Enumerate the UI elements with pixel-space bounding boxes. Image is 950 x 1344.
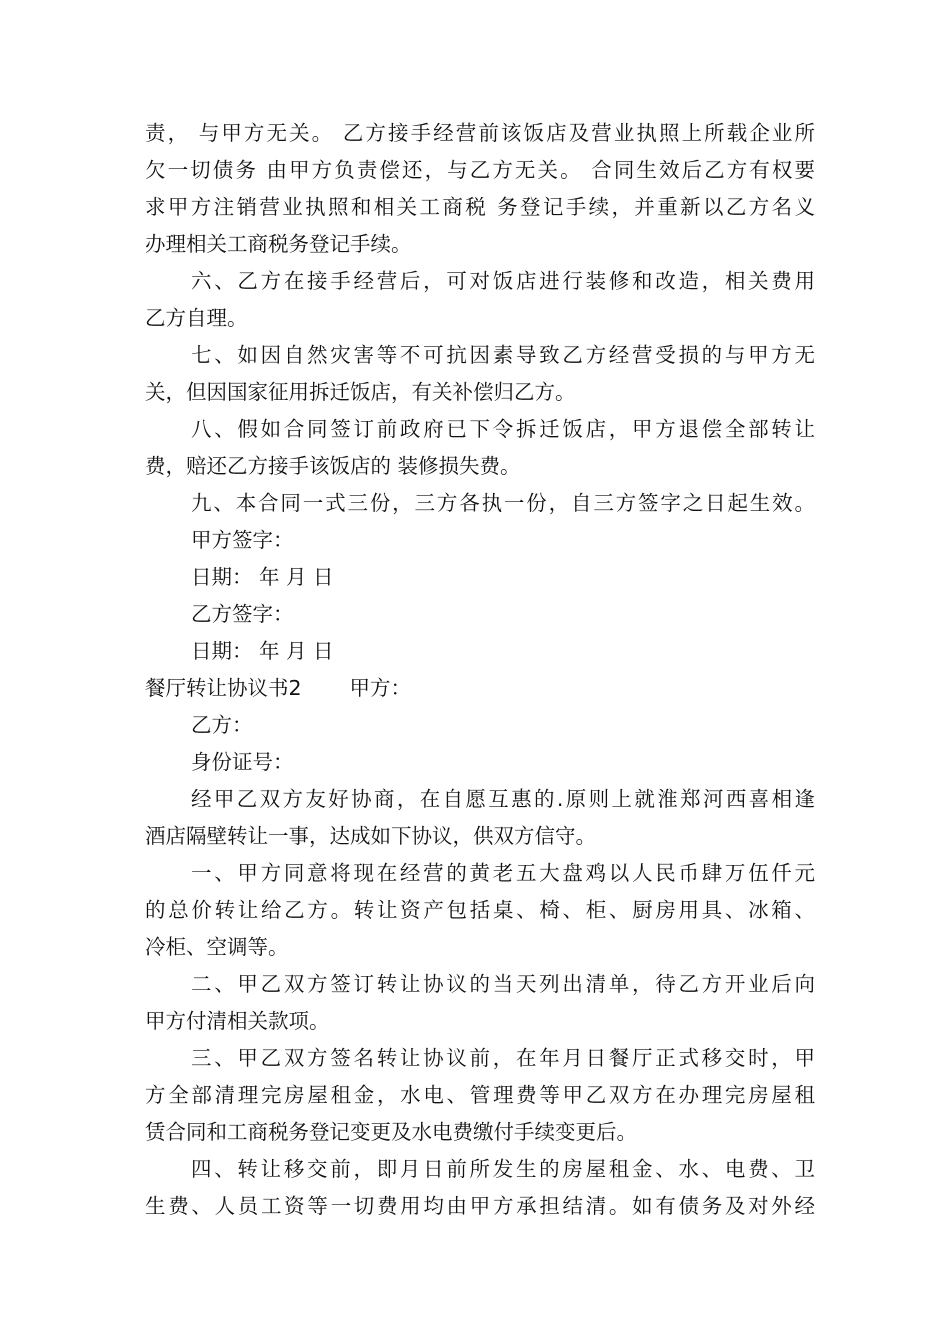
text-line: 八、假如合同签订前政府已下令拆迁饭店，甲方退偿全部转让: [191, 417, 815, 441]
document-body: [145, 115, 815, 1225]
text-line: 三、甲乙双方签名转让协议前，在年月日餐厅正式移交时，甲: [191, 1046, 815, 1070]
text-line: 关，但因国家征用拆迁饭店，有关补偿归乙方。: [145, 380, 576, 404]
text-line: 求甲方注销营业执照和相关工商税 务登记手续，并重新以乙方名义: [145, 195, 815, 219]
text-line: 赁合同和工商税务登记变更及水电费缴付手续变更后。: [145, 1120, 637, 1144]
party-a-label: 甲方：: [349, 676, 412, 700]
text-line: 七、如因自然灾害等不可抗因素导致乙方经营受损的与甲方无: [191, 343, 815, 367]
text-line: 责， 与甲方无关。 乙方接手经营前该饭店及营业执照上所载企业所: [145, 121, 815, 145]
text-line: 四、转让移交前，即月日前所发生的房屋租金、水、电费、卫: [191, 1157, 815, 1181]
text-line: 的总价转让给乙方。转让资产包括桌、椅、柜、厨房用具、冰箱、: [145, 898, 815, 922]
text-line: 甲方付清相关款项。: [145, 1009, 330, 1033]
text-line: 费，赔还乙方接手该饭店的 装修损失费。: [145, 454, 521, 478]
text-line: 日期： 年 月 日: [191, 565, 334, 589]
text-line: 身份证号：: [191, 750, 294, 774]
text-line: 办理相关工商税务登记手续。: [145, 232, 412, 256]
text-line: 乙方：: [191, 713, 253, 737]
text-line: 乙方自理。: [145, 306, 248, 330]
text-line: 方全部清理完房屋租金，水电、管理费等甲乙双方在办理完房屋租: [145, 1083, 815, 1107]
text-line: 经甲乙双方友好协商，在自愿互惠的.原则上就淮郑河西喜相逢: [191, 787, 815, 811]
contract-section-2: [145, 707, 815, 1225]
text-line: 欠一切债务 由甲方负责偿还，与乙方无关。 合同生效后乙方有权要: [145, 158, 815, 182]
text-line: 乙方签字：: [191, 602, 294, 626]
contract-section-1: [145, 115, 815, 670]
contract-title: 餐厅转让协议书2: [145, 676, 302, 700]
text-line: 日期： 年 月 日: [191, 639, 334, 663]
text-line: 生费、人员工资等一切费用均由甲方承担结清。如有债务及对外经: [145, 1194, 815, 1218]
text-line: 冷柜、空调等。: [145, 935, 289, 959]
text-line: 酒店隔壁转让一事，达成如下协议，供双方信守。: [145, 824, 596, 848]
text-line: 甲方签字：: [191, 528, 294, 552]
contract-title-row: [145, 670, 815, 707]
text-line: 二、甲乙双方签订转让协议的当天列出清单，待乙方开业后向: [191, 972, 815, 996]
text-line: 六、乙方在接手经营后，可对饭店进行装修和改造，相关费用: [191, 269, 815, 293]
text-line: 九、本合同一式三份，三方各执一份，自三方签字之日起生效。: [191, 491, 815, 515]
text-line: 一、甲方同意将现在经营的黄老五大盘鸡以人民币肆万伍仟元: [191, 861, 815, 885]
